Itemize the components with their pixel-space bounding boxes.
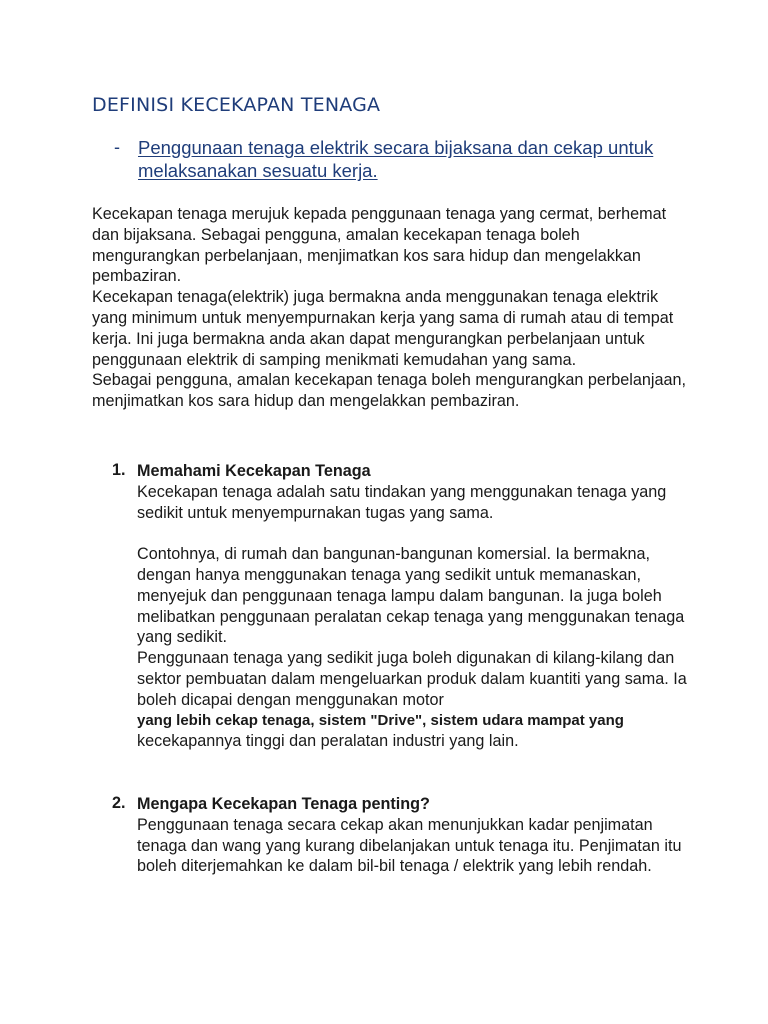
definition-text: Penggunaan tenaga elektrik secara bijaksana dan cekap untuk melaksanakan sesuatu kerja. [138,137,654,181]
section-1-bold-line: yang lebih cekap tenaga, sistem "Drive", sistem udara mampat yang [137,711,624,729]
section-2-paragraph-1: Penggunaan tenaga secara cekap akan menunjukkan kadar penjimatan tenaga dan wang yang kurang dibelanjakan untuk tenaga itu. Penjimatan itu boleh diterjemahkan ke dalam bil-bil tenaga / elektrik yang lebih rendah. [137,815,682,876]
section-1-paragraph-3: Penggunaan tenaga yang sedikit juga boleh digunakan di kilang-kilang dan sektor pembuatan dalam mengeluarkan produk dalam kuantiti yang sama. Ia boleh dicapai dengan menggunakan motor [137,649,687,709]
bullet-dash: - [114,137,120,157]
page-title: DEFINISI KECEKAPAN TENAGA [92,94,381,116]
section-2-number: 2. [112,794,126,812]
intro-paragraph-1: Kecekapan tenaga merujuk kepada penggunaan tenaga yang cermat, berhemat dan bijaksana. Sebagai pengguna, amalan kecekapan tenaga boleh mengurangkan perbelanjaan, menjimatkan kos sara hidup dan mengelakkan pembaziran. [92,205,667,286]
section-1-heading: Memahami Kecekapan Tenaga [137,462,371,480]
section-2-heading: Mengapa Kecekapan Tenaga penting? [137,795,430,813]
section-1-paragraph-1: Kecekapan tenaga adalah satu tindakan yang menggunakan tenaga yang sedikit untuk menyempurnakan tugas yang sama. [137,482,667,522]
section-1-number: 1. [112,461,126,479]
intro-paragraph-3: Sebagai pengguna, amalan kecekapan tenaga boleh mengurangkan perbelanjaan, menjimatkan kos sara hidup dan mengelakkan pembaziran. [92,371,687,411]
section-2 [137,794,697,877]
intro-paragraphs [92,204,692,412]
section-1-paragraph-3-end: kecekapannya tinggi dan peralatan industri yang lain. [137,732,519,751]
section-1 [137,461,697,752]
intro-paragraph-2: Kecekapan tenaga(elektrik) juga bermakna anda menggunakan tenaga elektrik yang minimum untuk menyempurnakan kerja yang sama di rumah atau di tempat kerja. Ini juga bermakna anda akan dapat mengurangkan perbelanjaan untuk penggunaan elektrik di samping menikmati kemudahan yang sama. [92,288,674,369]
section-1-paragraph-2: Contohnya, di rumah dan bangunan-bangunan komersial. Ia bermakna, dengan hanya menggunakan tenaga yang sedikit untuk memanaskan, menyejuk dan penggunaan tenaga lampu dalam bangunan. Ia juga boleh melibatkan penggunaan peralatan cekap tenaga yang menggunakan tenaga yang sedikit. [137,545,685,647]
